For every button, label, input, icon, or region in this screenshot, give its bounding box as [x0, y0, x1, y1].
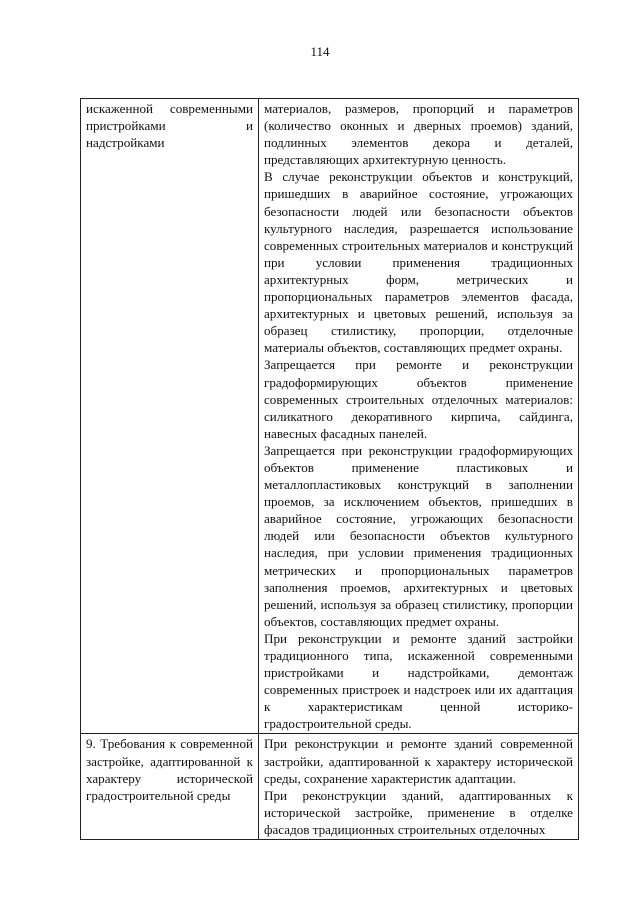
table-row [81, 734, 579, 840]
row-2-left-cell [81, 734, 259, 840]
row-1-paragraph-4: Запрещается при реконструкции градоформирующих объектов применение пластиковых и металлопластиковых конструкций в заполнении проемов, за исключением объектов, пришедших в аварийное состояние, угрожающих безопасности людей или безопасности объектов культурного наследия, при условии применения традиционных метрических и пропорциональных параметров заполнения проемов, архитектурных и цветовых решений, используя за образец стилистику, пропорции объектов, составляющих предмет охраны. [264, 442, 573, 629]
row-2-paragraph-1: При реконструкции и ремонте зданий современной застройки, адаптированной к характеру исторической среды, сохранение характеристик адаптации. [264, 736, 573, 786]
row-1-paragraph-5: При реконструкции и ремонте зданий застройки традиционного типа, искаженной современными пристройками и надстройками, демонтаж современных пристроек и надстроек или их адаптация к характеристикам ценной историко-градостроительной среды. [264, 630, 573, 732]
row-2-paragraph-2: При реконструкции зданий, адаптированных к исторической застройке, применение в отделке фасадов традиционных строительных отделочных [264, 787, 573, 837]
row-1-paragraph-2: В случае реконструкции объектов и конструкций, пришедших в аварийное состояние, угрожающих безопасности людей или безопасности объектов культурного наследия, разрешается использование современных строительных материалов и конструкций при условии применения традиционных архитектурных форм, метрических и пропорциональных параметров элементов фасада, архитектурных и цветовых решений, используя за образец стилистику, пропорции, отделочные материалы объектов, составляющих предмет охраны. [264, 169, 573, 356]
row-2-right-cell [259, 734, 579, 840]
row-1-right-cell [259, 99, 579, 734]
row-1-left-cell [81, 99, 259, 734]
row-2-left-text: 9. Требования к современной застройке, адаптированной к характеру исторической градостроительной среды [86, 736, 253, 803]
requirements-table [80, 98, 579, 840]
row-1-paragraph-1: материалов, размеров, пропорций и параметров (количество оконных и дверных проемов) зданий, подлинных элементов декора и деталей, представляющих архитектурную ценность. [264, 101, 573, 168]
row-1-left-text: искаженной современными пристройками и надстройками [86, 101, 253, 151]
table-row [81, 99, 579, 734]
row-1-paragraph-3: Запрещается при ремонте и реконструкции градоформирующих объектов применение современных строительных отделочных материалов: силикатного декоративного кирпича, сайдинга, навесных фасадных панелей. [264, 357, 573, 441]
page-number: 114 [310, 44, 330, 59]
